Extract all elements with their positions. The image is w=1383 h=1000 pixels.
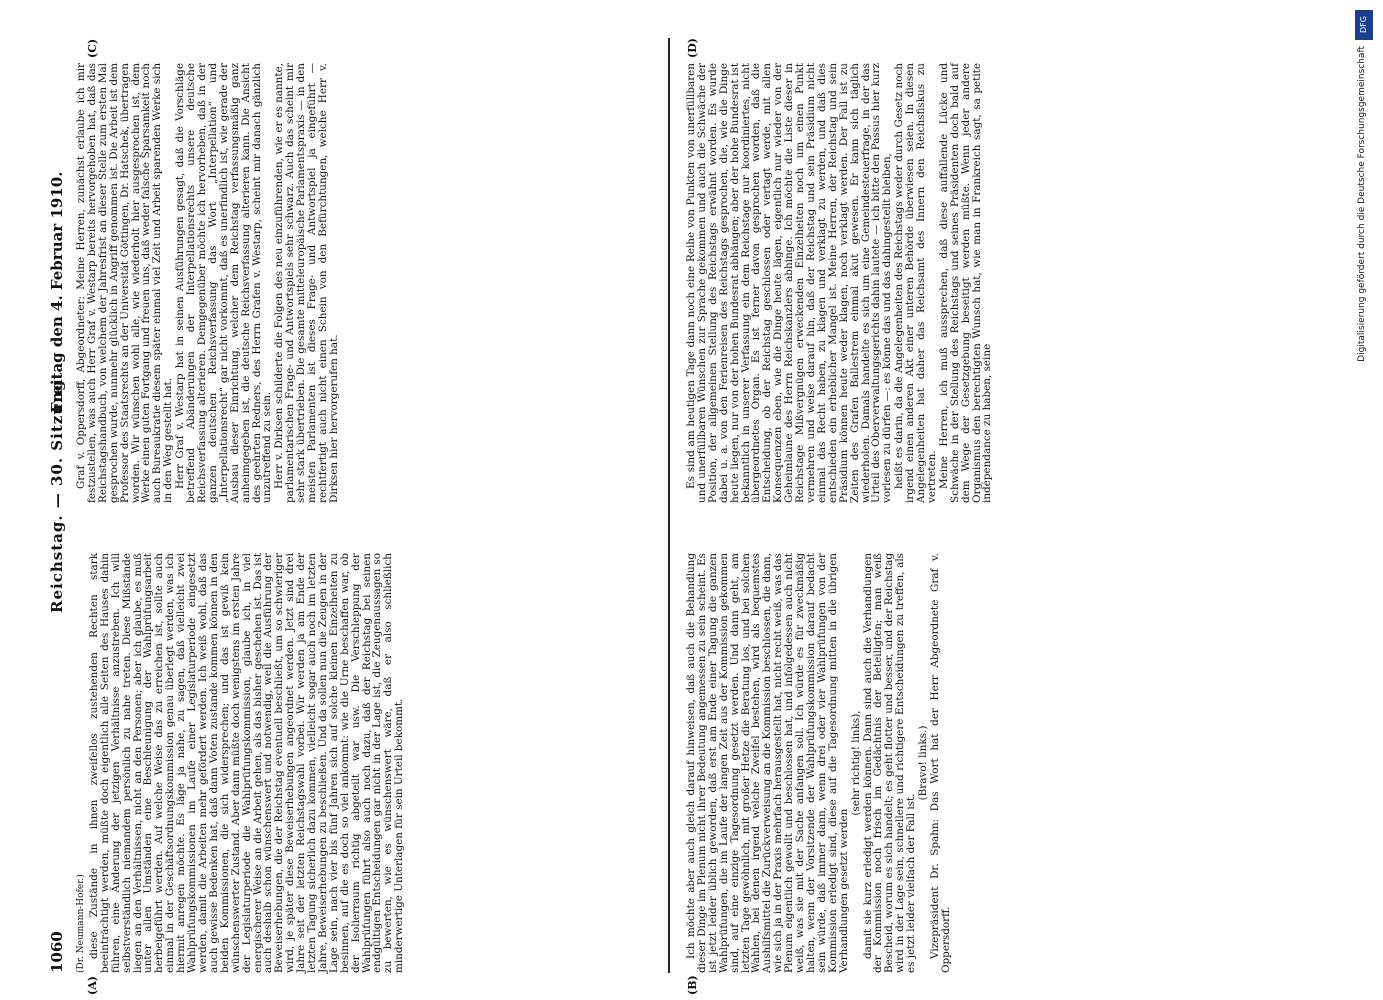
session-title: Reichstag. — 30. Sitzung. <box>48 373 66 613</box>
sidebar-credit <box>1353 10 1377 630</box>
digitization-credit: Digitalisierung gefördert durch die Deutsche Forschungsgemeinschaft <box>1357 46 1367 362</box>
left-column-bottom <box>686 553 1276 973</box>
paragraph: diese Zustände in ihnen zweifellos zustehenden Rechten stark beeinträchtigt werden, müßte doch eigentlich alle Seiten des Hauses dahin führen, eine Änderung der jetzigen Verhältnisse anzustreben. Ich will selbstverständlich niemandem persönlich zu nahe treten. Diese Mißstände liegen an den Verhältnissen, nicht an den Personen; aber ich glaube, es muß unter allen Umständen eine Beschleunigung der Wahlprüfungsarbeit herbeigeführt werden. Auf welche Weise das zu erreichen ist, sollte auch einmal in der Geschäftsordnungskommission genau überlegt werden, was ich hiermit anregen möchte. Es läge ja nahe, zu sagen, daß vielleicht zwei Wahlprüfungskommissionen im Laufe einer Legislaturperiode eingesetzt werden, damit die Arbeiten mehr gefördert werden. Ich weiß wohl, daß das auch gewisse Bedenken hat, daß dann Voten zustande kommen können in den beiden Kommissionen, die sich widersprechen; und das ist gewiß kein wünschenswerter Zustand. Aber dann müßte doch wenigstens im ersten Jahre der Legislaturperiode die Wahlprüfungskommission, glaube ich, in viel energischerer Weise an die Arbeit gehen, als das bisher geschehen ist. Das ist auch deshalb schon wünschenswert und notwendig, weil die Ausführung der Beweiserhebungen, die der Reichstag eventuell beschließt, um so schwieriger wird, je später diese Beweiserhebungen angeordnet werden. Jetzt sind drei Jahre seit der letzten Reichstagswahl vorbei. Wir werden ja am Ende der letzten Tagung sicherlich dazu kommen, vielleicht sogar auch noch im letzten Jahre, Beweiserhebungen zu beschließen. Und da sollen nun die Zeugen in der Lage sein, nach vier bis fünf Jahren sich auf solche kleinen Einzelheiten zu besinnen, auf die es doch so viel ankommt: wie die Urne beschaffen war, ob der Isolierraum richtig abgeteilt war usw. Die Verschleppung der Wahlprüfungen führt also auch noch dazu, daß der Reichstag bei seinen endgültigen Entscheidungen gar nicht in der Lage ist, die Zeugenaussagen so zu bewerten, wie es wünschenswert wäre, daß er also schließlich minderwertige Unterlagen für sein Urteil bekommt. <box>87 553 406 973</box>
paragraph: Es sind am heutigen Tage dann noch eine Reihe von Punkten von unerfüllbaren und unerfüllbaren Wünschen zur Sprache gekommen und auch die Schwäche der Position, der allgemeinen Stellung des Reichstags erwähnt worden. Es wurde dabei u. a. von den Ferienreisen des Reichstags gesprochen, die, wie die Dinge heute liegen, nur von der hohen Bundesrat abhängen; aber der hohe Bundesrat ist bekanntlich in unserer Verfassung ein dem Reichstage nur koordiniertes, nicht übergeordnetes Organ. Es ist ferner davon gesprochen worden, daß die Entscheidung, ob der Reichstag geschlossen oder vertagt werde, mit allen Konsequenzen eben, wie die Dinge heute lägen, eigentlich nur wieder von der Geheimlaune des Herrn Reichskanzlers abhinge. Ich möchte die Liste dieser in Reichstage Mißvergnügen erweckenden Einzelheiten noch um einen Punkt vermehren und weise darauf hin, daß der Reichstag und sein Präsidium nicht einmal das Recht haben, zu klagen und verklagt zu werden, und daß dies entschieden ein erheblicher Mangel ist. Meine Herren, der Reichstag und sein Präsidium können heute weder klagen, noch verklagt werden. Der Fall ist zu Zeiten des Grafen Ballestrem einmal akut gewesen. Er kann sich täglich wiederholen. Damals handelte es sich um eine Gemeindesteuerfrage, in der das Urteil des Oberverwaltungsgerichts dahin lautete — ich bitte den Passus hier kurz vorlesen zu dürfen —: es könne das und das dahingestellt bleiben, <box>685 63 894 503</box>
paragraph: Herr Graf v. Westarp hat in seinen Ausführungen gesagt, daß die Vorschläge betreffend Abänderungen der Interpellationsrechts unsere deutsche Reichsverfassung alterieren. Demgegenüber möchte ich hervorheben, daß in der ganzen deutschen Reichsverfassung das Wort „Interpellation“ und „Interpellationsrecht“ gar nicht vorkommt, daß es unerfindlich ist, wie gerade der Ausbau dieser Einrichtung, welcher dem Reichstag verfassungsmäßig ganz anheimgegeben ist, die deutsche Reichsverfassung alterieren kann. Die Ansicht des geehrten Redners, des Herrn Grafen v. Westarp, scheint mir danach gänzlich unzutreffend zu sein. <box>174 63 274 503</box>
paragraph: damit sie kurz erledigt werden können. Dann sind auch die Verhandlungen der Kommission noch frisch im Gedächtnis der Beteiligten; man weiß Bescheid, worum es sich handelt; es geht flotter und besser, und der Reichstag wird in der Lage sein, schnellere und richtigere Entscheidungen zu treffen, als es jetzt leider vielfach der Fall ist. <box>861 553 918 973</box>
interjection: (sehr richtig! links), <box>849 710 862 816</box>
margin-marker-b: (B) <box>686 975 699 995</box>
paragraph: Graf v. Oppersdorff, Abgeordneter: Meine Herren, zunächst erlaube ich mir festzustellen, was auch Herr Graf v. Westarp bereits hervorgehoben hat, daß das Reichstagshandbuch, von welchem der Jahresfrist an dieser Stelle zum ersten Mal gesprochen wurde, nunmehr glücklich in Angriff genommen ist. Die Arbeit ist dem Professor des Staatsrechts an der Universität Göttingen, Dr. Hatschek, übertragen worden. Wir wünschen wohl alle, wie wiederholt hier ausgesprochen ist, dem Werke einen guten Fortgang und freuen uns, daß weder falsche Sparsamkeit noch auch Bureaukratie diesem später einmal viel Zeit und Arbeit sparenden Werke sich in den Weg gestellt hat. <box>75 62 175 503</box>
quotation: heißt es darin, da die Angelegenheiten des Reichstags weder durch Gesetz noch irgend einen anderen Akt einer unteren Behörde überwiesen seien. In diesen Angelegenheiten hat daher das Reichsamt des Innern den Reichsfiskus zu vertreten. <box>893 63 938 503</box>
paragraph: Vizepräsident Dr. Spahn: Das Wort hat der Herr Abgeordnete Graf v. Oppersdorff. <box>928 553 952 973</box>
paragraph: Ich möchte aber auch gleich darauf hinweisen, daß auch die Behandlung dieser Dinge im Plenum nicht ihrer Bedeutung angemessen zu sein scheint. Es ist jetzt leider üblich geworden, daß erst am Ende einer Tagung die ganzen Wahlprüfungen, die im Laufe der langen Zeit aus der Kommission gekommen sind, auf eine einzige Tagesordnung gesetzt werden. Und dann geht, am letzten Tage gewöhnlich, mit großer Hetze die Beratung los, und bei solchen Wahlen, bei denen irgend welche Zweifel bestehen, wird als bequemstes Aushilfsmittel die Zurückverweisung an die Kommission beschlossen, die dann, wie sich ja in der Praxis mehrfach herausgestellt hat, nicht recht weiß, was das Plenum eigentlich gewollt und beschlossen hat, und infolgedessen auch nicht weiß, was sie mit der Sache anfangen soll. Ich würde es für zweckmäßig halten, wenn der Vorsitzende der Wahlprüfungskommission darauf bedacht sein würde, daß immer dann, wenn drei oder vier Wahlprüfungen von der Kommission erledigt sind, diese auf die Tagesordnung mitten in die übrigen Verhandlungen gesetzt werden <box>685 553 850 973</box>
right-column-top <box>76 63 666 503</box>
paragraph: Meine Herren, ich muß aussprechen, daß diese auffallende Lücke und Schwäche in der Stellung des Reichstags und seines Präsidenten doch bald auf dem Wege der Gesetzgebung beseitigt werden müßte. Wenn jeder andere Organismus den berechtigten Wunsch hat, wie man in Frankreich sagt, sa petite indépendance zu haben, seine <box>937 63 994 503</box>
right-column-bottom <box>686 63 1276 503</box>
column-divider <box>668 38 670 973</box>
margin-marker-a: (A) <box>86 976 99 995</box>
applause-note: (Bravo! links.) <box>917 725 930 801</box>
rotated-scan <box>46 38 1321 995</box>
margin-marker-c: (C) <box>86 38 99 58</box>
margin-marker-d: (D) <box>686 38 699 58</box>
dfg-logo: DFG <box>1355 10 1373 40</box>
paragraph: Herr v. Dirksen schilderte die Folgen des neu einzuführenden, wie er es nannte, parlamentarischen Frage- und Antwortspiels sehr schwarz. Auch das scheint mir sehr stark übertrieben. Die gesamte mitteleuropäische Parlamentspraxis — in den meisten Parlamenten ist dieses Frage- und Antwortspiel ja eingeführt — rechtfertigt auch nicht einen Schein von den Befürchtungen, welche Herr v. Dirksen hier hervorgerufen hat. <box>273 63 340 503</box>
left-column-top <box>76 553 666 973</box>
page-header <box>46 38 70 973</box>
page-number: 1060 <box>48 931 66 973</box>
session-date: Freitag den 4. Februar 1910. <box>48 171 66 413</box>
speaker-attribution: (Dr. Neumann-Hofer.) <box>76 874 86 973</box>
